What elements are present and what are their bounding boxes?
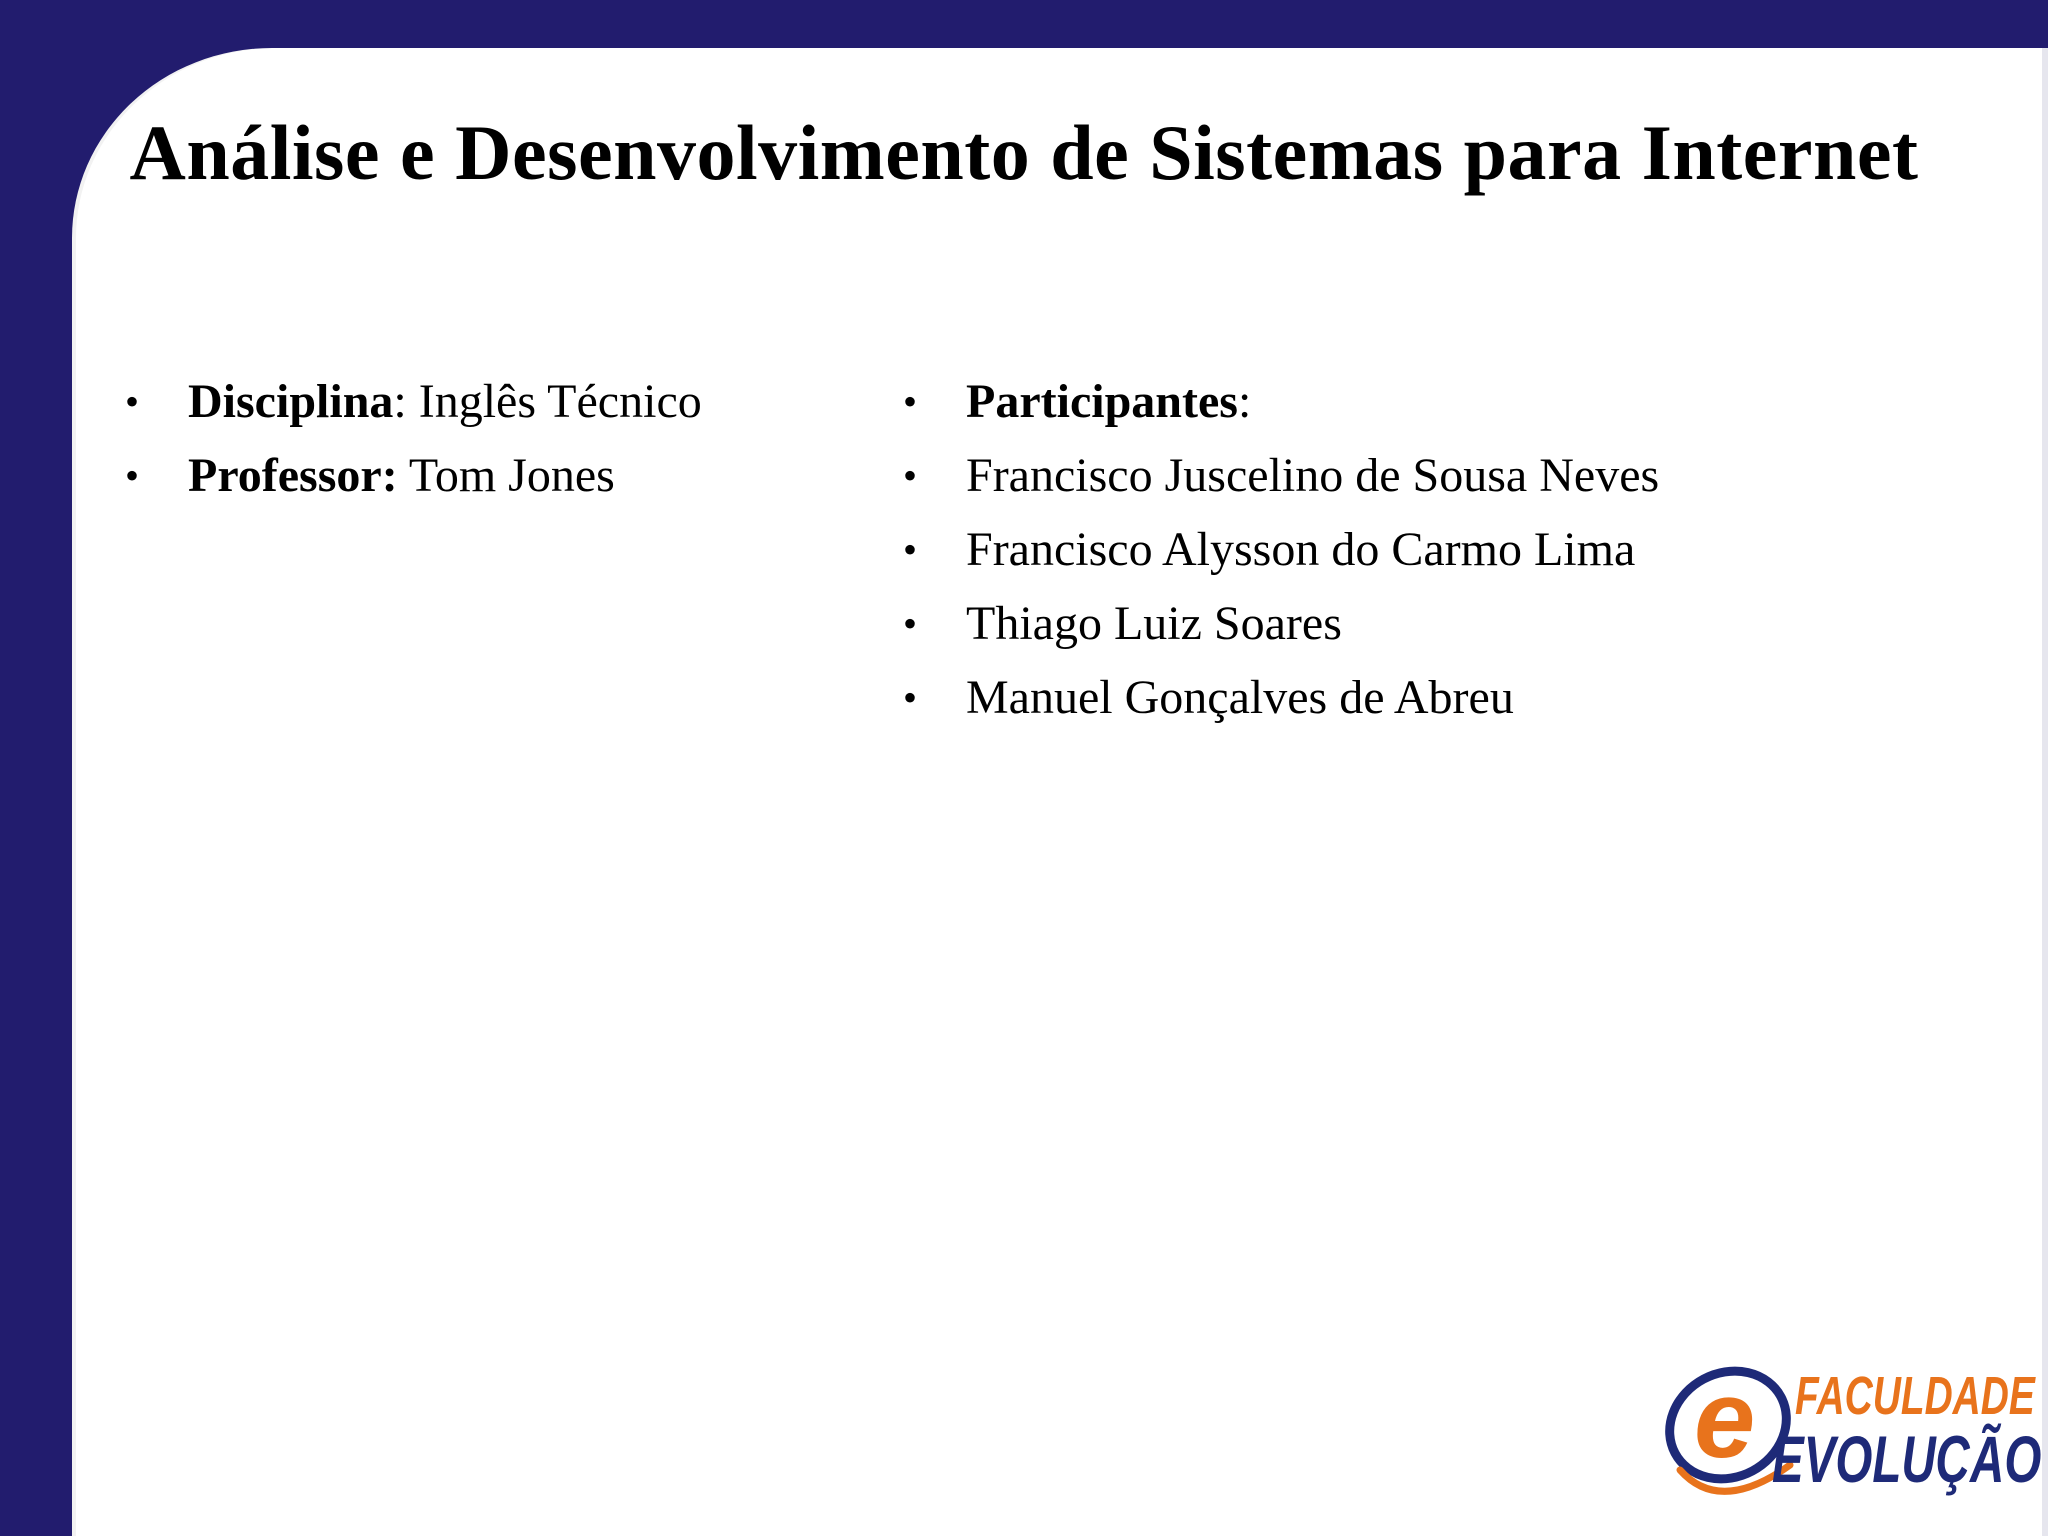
slide-title: Análise e Desenvolvimento de Sistemas para Internet	[129, 109, 1919, 196]
list-item-professor	[112, 439, 872, 513]
bullet-icon: •	[902, 379, 917, 424]
bullet-icon: •	[902, 601, 917, 646]
list-item-discipline	[112, 365, 872, 439]
list-item	[890, 439, 1990, 513]
professor-label: Professor:	[188, 449, 398, 502]
list-item	[890, 587, 1990, 661]
participants-colon: :	[1237, 375, 1252, 428]
logo-line-2: EVOLUÇÃO	[1772, 1422, 2042, 1496]
discipline-label: Disciplina	[188, 375, 394, 428]
logo-line-1: FACULDADE	[1795, 1366, 2035, 1426]
participants-heading	[890, 365, 1990, 439]
professor-separator	[398, 449, 409, 502]
participants-label: Participantes	[966, 375, 1238, 428]
bullet-icon: •	[124, 453, 139, 498]
bullet-icon: •	[902, 675, 917, 720]
participants-list	[890, 365, 1990, 735]
participant-name: Thiago Luiz Soares	[966, 597, 1342, 650]
course-info-list	[112, 365, 872, 513]
participant-name: Francisco Alysson do Carmo Lima	[966, 523, 1636, 576]
content-panel	[72, 48, 2048, 1536]
panel-edge	[2042, 48, 2048, 1536]
svg-text:e: e	[1694, 1358, 1756, 1481]
professor-value: Tom Jones	[408, 449, 615, 502]
list-item	[890, 661, 1990, 735]
discipline-value: Inglês Técnico	[418, 375, 702, 428]
bullet-icon: •	[124, 379, 139, 424]
faculdade-evolucao-logo	[1650, 1345, 2042, 1515]
participant-name: Francisco Juscelino de Sousa Neves	[966, 449, 1660, 502]
discipline-separator: :	[393, 375, 419, 428]
list-item	[890, 513, 1990, 587]
bullet-icon: •	[902, 527, 917, 572]
participant-name: Manuel Gonçalves de Abreu	[966, 671, 1514, 724]
bullet-icon: •	[902, 453, 917, 498]
